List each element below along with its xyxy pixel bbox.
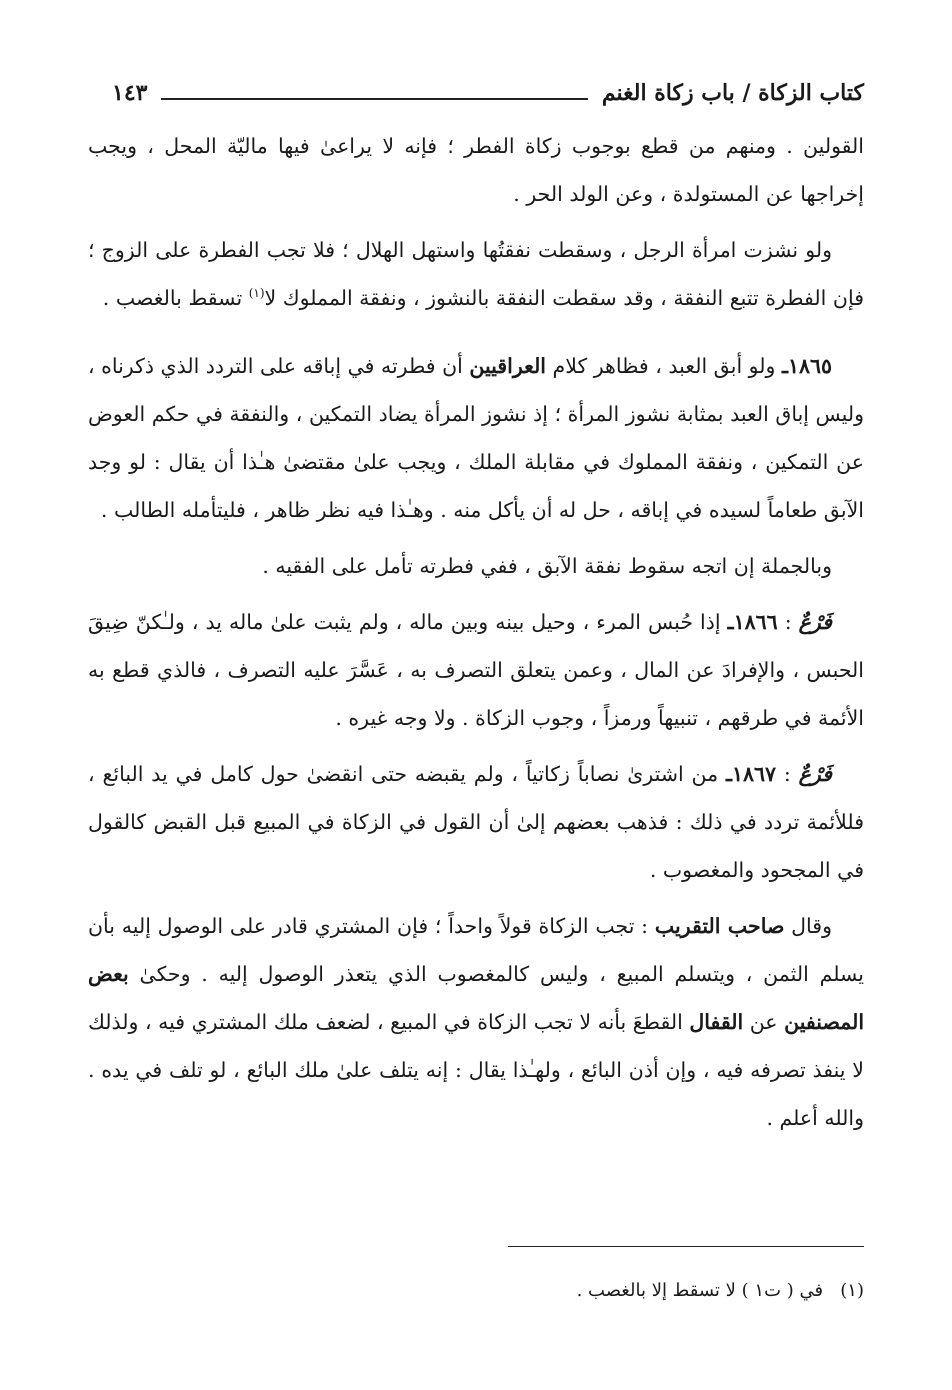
paragraph-text: تسقط بالغصب . [102, 286, 243, 310]
footnote [88, 1276, 864, 1306]
header-title: كتاب الزكاة / باب زكاة الغنم [601, 80, 864, 106]
far-heading: فَرْعٌ [798, 762, 832, 786]
paragraph-1867: فَرْعٌ : ١٨٦٧ـ من اشترىٰ نصاباً زكاتياً ، ولم يقبضه حتى انقضىٰ حول كامل في يد البائع ، فللأئمة تردد في ذلك : فذهب بعضهم إلىٰ أن القول في الزكاة في المبيع قبل القبض كالقول في المجحود والمغصوب . [88, 762, 864, 882]
main-text [88, 122, 864, 1142]
paragraph-text: إذا حُبس المرء ، وحيل بينه وبين ماله ، ولم يثبت علىٰ ماله يد ، ولـٰكنّ ضِيقَ الحبس ، والإفرادَ عن المال ، وعمن يتعلق التصرف به ، عَسَّرَ عليه التصرف ، فالذي قطع به الأئمة في طرقهم ، تنبيهاً ورمزاً ، وجوب الزكاة . ولا وجه غيره . [88, 610, 864, 730]
header-rule [161, 98, 587, 100]
paragraph-4 [88, 542, 864, 590]
paragraph-text: ولو أبق العبد ، فظاهر كلام [546, 354, 782, 378]
bold-term: القفال [689, 1010, 744, 1034]
paragraph-text: أن فطرته في إباقه على التردد الذي ذكرناه ، وليس إباق العبد بمثابة نشوز المرأة ؛ إذ نشوز المرأة يضاد التمكين ، والنفقة في حكم العوض عن التمكين ، ونفقة المملوك في مقابلة الملك ، ويجب علىٰ مقتضىٰ هـٰذا أن يقال : لو وجد الآبق طعاماً لسيده في إباقه ، حل له أن يأكل منه . وهـٰذا فيه نظر ظاهر ، فليتأمله الطالب . [87, 354, 864, 522]
section-number: ١٨٦٧ـ [725, 762, 777, 786]
paragraph-text: : تجب الزكاة قولاً واحداً ؛ فإن المشتري قادر على الوصول إليه بأن يسلم الثمن ، ويتسلم المبيع ، وليس كالمغصوب الذي يتعذر الوصول إليه . وحكىٰ [88, 914, 864, 986]
paragraph-7 [88, 902, 864, 1142]
footnote-number: (١) [840, 1280, 864, 1301]
paragraph-text: وقال [784, 914, 832, 938]
section-number: ١٨٦٥ـ [781, 354, 832, 378]
paragraph-text: ولو نشزت امرأة الرجل ، وسقطت نفقتُها واستهل الهلال ؛ فلا تجب الفطرة على الزوج ؛ فإن الفطرة تتبع النفقة ، وقد سقطت النفقة بالنشوز ، ونفقة المملوك لا [88, 238, 864, 310]
paragraph-text: عن [743, 1010, 785, 1034]
footnote-marker: (١) [248, 286, 265, 301]
footnote-text: في ( ت١ ) لا تسقط إلا بالغصب . [576, 1280, 824, 1301]
page-number: ١٤٣ [112, 80, 148, 106]
bold-term: صاحب التقريب [654, 914, 785, 938]
paragraph-text: القطعَ بأنه لا تجب الزكاة في المبيع ، لضعف ملك المشتري فيه ، ولذلك لا ينفذ تصرفه فيه ، وإن أذن البائع ، ولهـٰذا يقال : إنه يتلف علىٰ ملك البائع ، لو تلف في يده . والله أعلم . [88, 1010, 864, 1130]
bold-term: العراقيين [469, 354, 547, 378]
bold-term: بعض المصنفين [88, 962, 865, 1034]
paragraph-2 [88, 226, 864, 322]
footnote-rule [508, 1246, 864, 1247]
paragraph-text: من اشترىٰ نصاباً زكاتياً ، ولم يقبضه حتى انقضىٰ حول كامل في يد البائع ، فللأئمة تردد في ذلك : فذهب بعضهم إلىٰ أن القول في الزكاة في المبيع قبل القبض كالقول في المجحود والمغصوب . [88, 762, 864, 882]
running-header [112, 76, 864, 110]
far-heading: فَرْعٌ [798, 610, 832, 634]
paragraph-text: وبالجملة إن اتجه سقوط نفقة الآبق ، ففي فطرته تأمل على الفقيه . [262, 554, 832, 578]
paragraph-text: القولين . ومنهم من قطع بوجوب زكاة الفطر ؛ فإنه لا يراعىٰ فيها ماليّة المحل ، ويجب إخراجها عن المستولدة ، وعن الولد الحر . [88, 134, 864, 206]
paragraph-1866: فَرْعٌ : ١٨٦٦ـ إذا حُبس المرء ، وحيل بينه وبين ماله ، ولم يثبت علىٰ ماله يد ، ولـٰكنّ ضِيقَ الحبس ، والإفرادَ عن المال ، وعمن يتعلق التصرف به ، عَسَّرَ عليه التصرف ، فالذي قطع به الأئمة في طرقهم ، تنبيهاً ورمزاً ، وجوب الزكاة . ولا وجه غيره . [88, 610, 864, 730]
section-number: ١٨٦٦ـ [727, 610, 778, 634]
paragraph-1865 [88, 342, 864, 534]
paragraph-1 [88, 122, 864, 218]
